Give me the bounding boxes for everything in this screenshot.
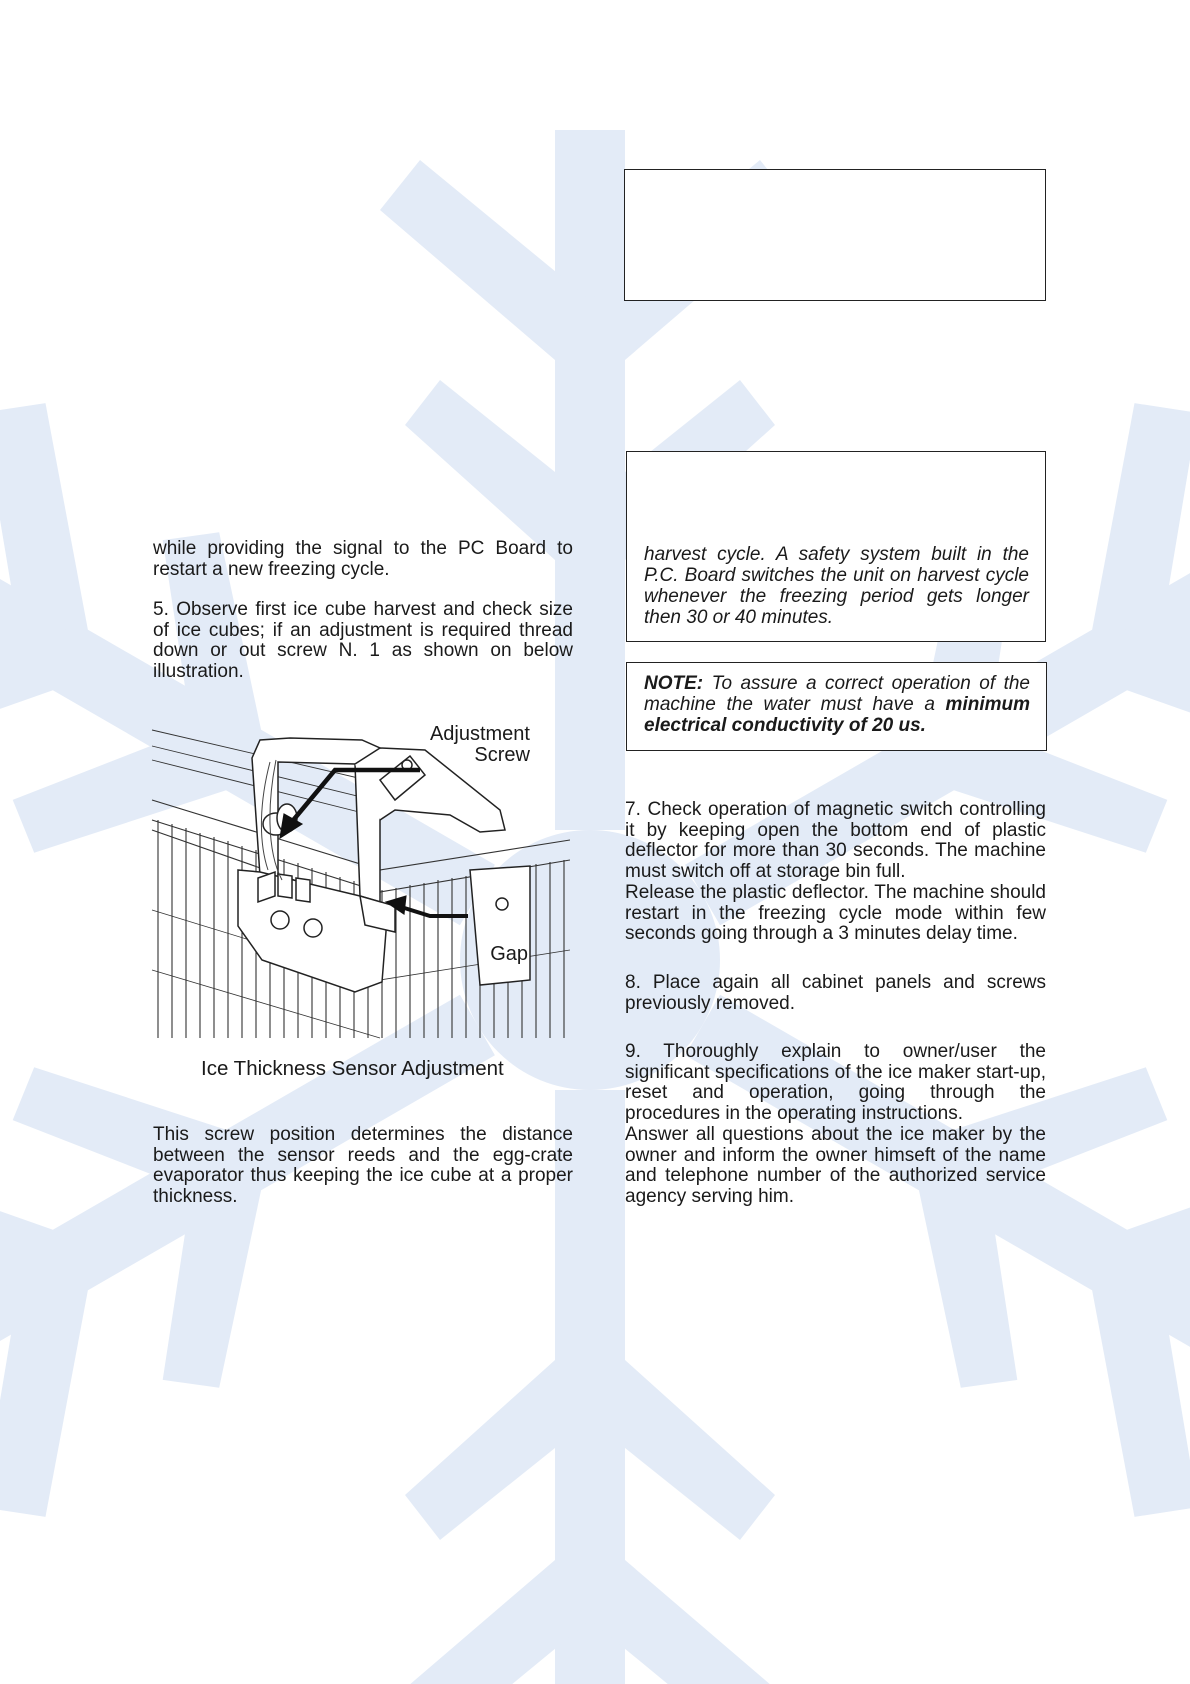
note-label: NOTE: [644,673,704,694]
empty-box-top [624,169,1046,301]
note-emphasis: minimum electrical conductivity of 20 us. [644,694,1030,736]
paragraph-step-9: 9. Thoroughly explain to owner/user the significant specifications of the ice maker start-up, reset and operation, going through the procedures in the operating instructions. [625,1041,1046,1124]
paragraph-step-9-answer: Answer all questions about the ice maker by the owner and inform the owner himseft of the name and telephone number of the authorized service agency serving him. [625,1124,1046,1207]
paragraph-step-8: 8. Place again all cabinet panels and screws previously removed. [625,972,1046,1014]
note-body: To assure a correct operation of the machine the water must have a [644,673,1030,715]
ice-thickness-sensor-illustration [150,720,570,1040]
note-text [644,673,1030,736]
label-adjustment: Adjustment [429,723,530,745]
paragraph-step-5: 5. Observe first ice cube harvest and check size of ice cubes; if an adjustment is required thread down or out screw N. 1 as shown on below illustration. [153,599,573,682]
figure-caption: Ice Thickness Sensor Adjustment [201,1057,504,1080]
paragraph-freezing-restart: while providing the signal to the PC Board to restart a new freezing cycle. [153,538,573,580]
label-gap: Gap [490,943,528,965]
paragraph-step-7-release: Release the plastic deflector. The machine should restart in the freezing cycle mode within few seconds going through a 3 minutes delay time. [625,882,1046,945]
label-screw: Screw [474,744,530,766]
harvest-safety-box [626,451,1046,642]
paragraph-screw-position: This screw position determines the distance between the sensor reeds and the egg-crate evaporator thus keeping the ice cube at a proper thickness. [153,1124,573,1207]
harvest-safety-text: harvest cycle. A safety system built in the P.C. Board switches the unit on harvest cycle whenever the freezing period gets longer then 30 or 40 minutes. [644,544,1029,628]
note-box [626,662,1047,751]
paragraph-step-7: 7. Check operation of magnetic switch controlling it by keeping open the bottom end of plastic deflector for more than 30 seconds. The machine must switch off at storage bin full. [625,799,1046,882]
